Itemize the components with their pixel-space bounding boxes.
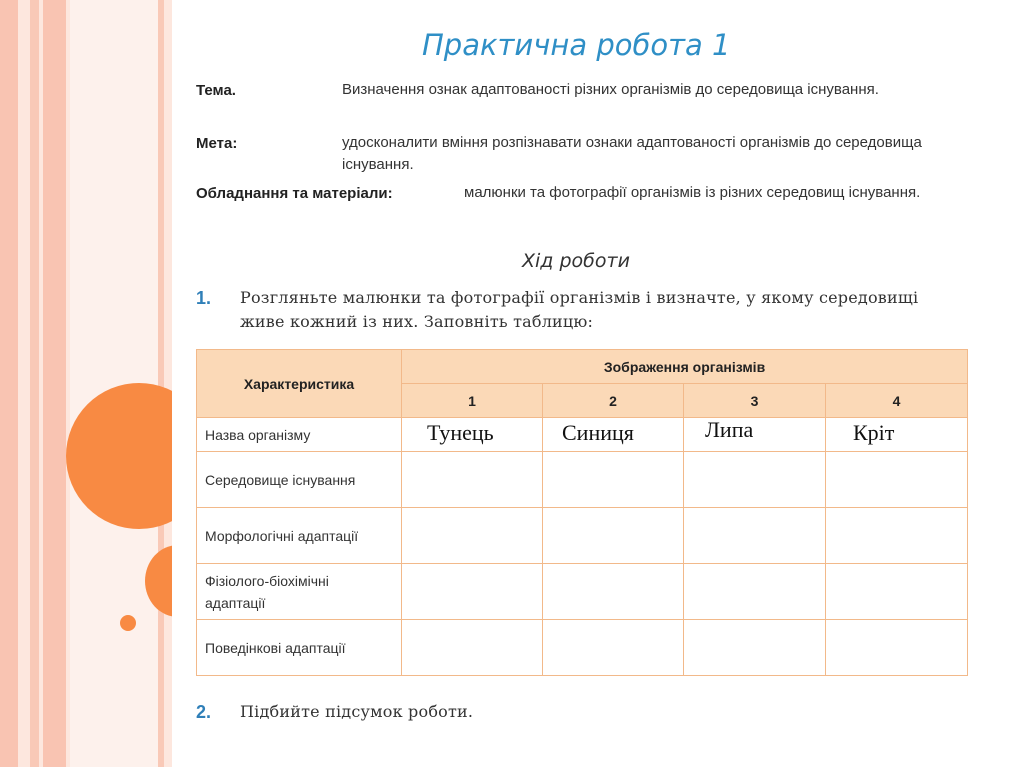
equipment-label: Обладнання та матеріали:	[196, 185, 393, 202]
table-cell	[402, 452, 543, 508]
goal-text: удосконалити вміння розпізнавати ознаки адаптованості організмів до середовища існування.	[342, 134, 922, 173]
table-cell	[826, 418, 968, 452]
table-row	[197, 452, 968, 508]
row-label: Середовище існування	[197, 452, 402, 508]
row-label: Морфологічні адаптації	[197, 508, 402, 564]
header-images: Зображення організмів	[402, 350, 968, 384]
header-characteristic: Характеристика	[197, 350, 402, 418]
topic-label: Тема.	[196, 82, 236, 99]
step1-text: Розгляньте малюнки та фотографії організмів і визначте, у якому середовищі живе кожний із них. Заповніть таблицю:	[240, 288, 919, 331]
column-header: 4	[826, 384, 968, 418]
table-cell	[684, 620, 826, 676]
organism-name-4: Кріт	[853, 420, 895, 445]
column-header: 1	[402, 384, 543, 418]
table-row	[197, 564, 968, 620]
decor-stripe	[30, 0, 39, 767]
table-cell	[826, 508, 968, 564]
table-cell	[402, 508, 543, 564]
table-cell	[826, 452, 968, 508]
page-title: Практична робота 1	[422, 28, 731, 62]
decor-stripe	[0, 0, 18, 767]
column-header: 2	[543, 384, 684, 418]
table-cell	[543, 452, 684, 508]
step2-text: Підбийте підсумок роботи.	[240, 702, 474, 721]
decor-stripe	[43, 0, 66, 767]
table-cell	[826, 620, 968, 676]
table-row	[197, 508, 968, 564]
topic-text: Визначення ознак адаптованості різних організмів до середовища існування.	[342, 81, 879, 98]
equipment-text: малюнки та фотографії організмів із різних середовищ існування.	[464, 184, 921, 201]
row-label: Поведінкові адаптації	[197, 620, 402, 676]
table-cell	[684, 508, 826, 564]
table-row	[197, 620, 968, 676]
decor-stripe	[164, 0, 172, 767]
organism-name-2: Синиця	[562, 420, 634, 445]
document-page	[172, 0, 1000, 767]
column-header: 3	[684, 384, 826, 418]
table-cell	[684, 564, 826, 620]
table-cell	[543, 564, 684, 620]
table-cell	[402, 564, 543, 620]
goal-label: Мета:	[196, 135, 238, 152]
organism-name-1: Тунець	[427, 420, 494, 445]
step1-number: 1.	[196, 288, 212, 308]
organisms-table	[196, 349, 968, 676]
decor-stripe	[18, 0, 30, 767]
row-label: Фізіолого-біохімічні адаптації	[197, 564, 402, 620]
table-cell	[543, 620, 684, 676]
decor-circle-small	[120, 615, 136, 631]
table-cell	[826, 564, 968, 620]
table-cell	[543, 508, 684, 564]
table-cell	[402, 620, 543, 676]
step2-number: 2.	[196, 702, 212, 722]
table-cell	[684, 452, 826, 508]
row-label: Назва організму	[197, 418, 402, 452]
procedure-heading: Хід роботи	[522, 250, 630, 272]
organism-name-3: Липа	[705, 417, 754, 442]
